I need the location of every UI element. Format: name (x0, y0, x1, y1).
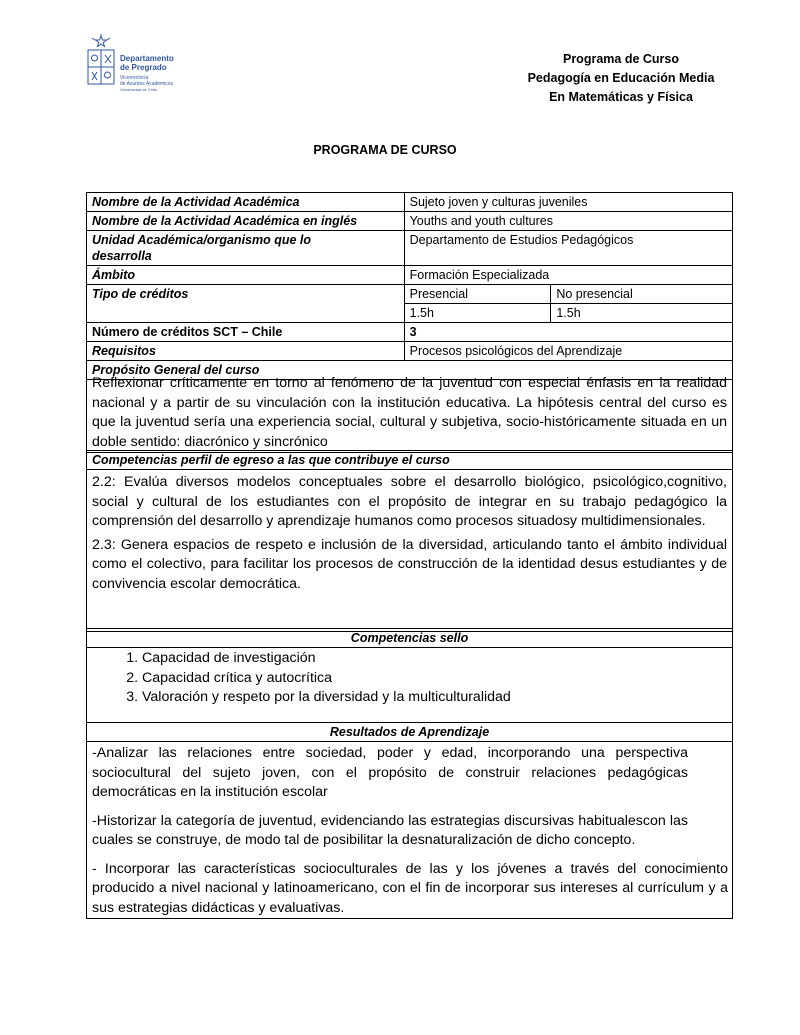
table-row (87, 231, 733, 266)
sct-value: 3 (404, 323, 732, 342)
sct-label: Número de créditos SCT – Chile (87, 323, 405, 342)
ambito-label: Ámbito (87, 266, 405, 285)
table-row (87, 266, 733, 285)
competencias-section (86, 450, 733, 632)
requisitos-value: Procesos psicológicos del Aprendizaje (404, 342, 732, 361)
resultados-body (87, 742, 732, 918)
logo-line-3: Vicerrectoría (120, 75, 149, 81)
presencial-value: 1.5h (404, 304, 551, 323)
ambito-value: Formación Especializada (404, 266, 732, 285)
competencias-body (87, 470, 732, 631)
list-item: 1. Capacidad de investigación (142, 649, 727, 669)
logo-line-4: de Asuntos Académicos (120, 81, 174, 87)
no-presencial-label: No presencial (551, 285, 733, 304)
no-presencial-value: 1.5h (551, 304, 733, 323)
competencia-2-3: 2.3: Genera espacios de respeto e inclusión de la diversidad, articulando tanto el ámbito individual como el colectivo, para facilitar los procesos de construcción de la identidad desus estudiantes y de convivencia escolar democrática. (92, 536, 727, 592)
resultado-3: - Incorporar las características socioculturales de las y los jóvenes a través del conocimiento producido a nivel nacional y latinoamericano, con el fin de incorporar sus intereses al currículum y a sus estrategias didácticas y evaluativas. (92, 860, 728, 916)
university-seal-icon (84, 34, 118, 98)
list-item: 3. Valoración y respeto por la diversidad y la multiculturalidad (142, 688, 727, 708)
sello-section (86, 628, 733, 723)
resultado-1: -Analizar las relaciones entre sociedad, poder y edad, incorporando una perspectiva sociocultural del sujeto joven, con el propósito de construir relaciones pedagógicas democráticas en la institución escolar (92, 745, 688, 800)
proposito-label: Propósito General del curso (87, 361, 733, 380)
logo-line-5: Universidad de Chile (120, 87, 157, 92)
table-row (87, 323, 733, 342)
ingles-value: Youths and youth cultures (404, 212, 732, 231)
nombre-label: Nombre de la Actividad Académica (87, 193, 405, 212)
sello-header: Competencias sello (87, 628, 732, 648)
competencias-header: Competencias perfil de egreso a las que contribuye el curso (87, 450, 732, 470)
table-row (87, 193, 733, 212)
proposito-section (86, 373, 733, 453)
logo-line-1: Departamento (120, 54, 174, 63)
ingles-label: Nombre de la Actividad Académica en inglés (87, 212, 405, 231)
list-item: 2. Capacidad crítica y autocrítica (142, 669, 727, 689)
header-program: Programa de Curso (562, 52, 679, 66)
requisitos-label: Requisitos (87, 342, 405, 361)
sello-body (87, 648, 732, 722)
sello-list (92, 649, 727, 708)
nombre-value: Sujeto joven y culturas juveniles (404, 193, 732, 212)
table-row (87, 212, 733, 231)
header-subjects: En Matemáticas y Física (549, 90, 693, 104)
logo-line-2: de Pregrado (120, 63, 167, 72)
table-row (87, 342, 733, 361)
competencia-2-2: 2.2: Evalúa diversos modelos conceptuales sobre el desarrollo biológico, psicológico,cognitivo, social y cultural de los estudiantes con el propósito de integrar en su trabajo pedagógico la comprensión del desarrollo y aprendizaje humanos como procesos situadosy multidimensionales. (92, 474, 727, 529)
resultado-2: -Historizar la categoría de juventud, evidenciando las estrategias discursivas habitualescon las cuales se construye, de modo tal de posibilitar la desnaturalización de dicho concepto. (92, 812, 688, 848)
creditos-label: Tipo de créditos (87, 285, 405, 323)
resultados-header: Resultados de Aprendizaje (87, 722, 732, 742)
proposito-text: Reflexionar críticamente en torno al fenómeno de la juventud con especial énfasis en la realidad nacional y a partir de su vinculación con la institución educativa. La hipótesis central del curso es que la juventud sería una experiencia social, cultural y subjetiva, socio-históricamente situada en un doble sentido: diacrónico y sincrónico (92, 375, 727, 450)
unidad-value: Departamento de Estudios Pedagógicos (404, 231, 732, 266)
resultados-section (86, 722, 733, 919)
unidad-label: Unidad Académica/organismo que lo desarrolla (87, 231, 405, 266)
course-info-table (86, 192, 733, 380)
table-row (87, 285, 733, 304)
document-header (416, 50, 716, 107)
header-pedagogy: Pedagogía en Educación Media (527, 71, 715, 85)
presencial-label: Presencial (404, 285, 551, 304)
department-logo (84, 34, 194, 98)
page-title: PROGRAMA DE CURSO (313, 143, 457, 157)
